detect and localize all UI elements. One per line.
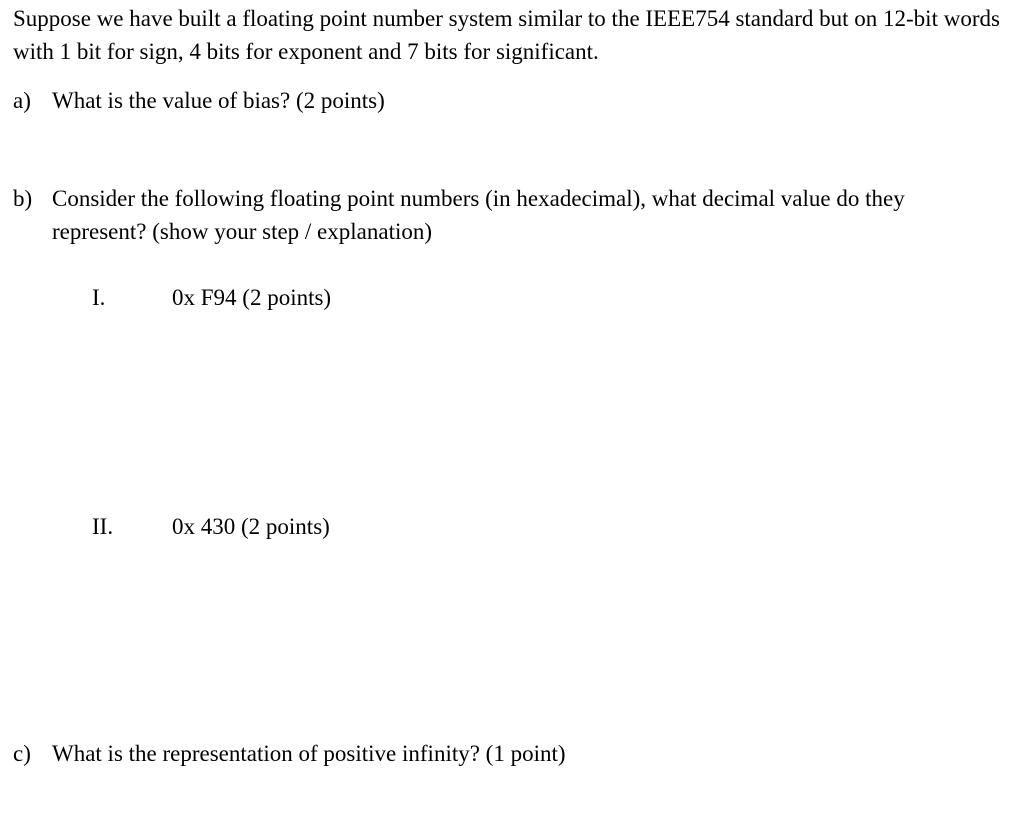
- item-1-text: 0x F94 (2 points): [172, 285, 332, 310]
- problem-intro: Suppose we have built a floating point number system similar to the IEEE754 standard but on 12-bit words with 1 bit for sign, 4 bits for exponent and 7 bits for significant.: [13, 6, 1000, 64]
- item-2-numeral: II.: [92, 514, 114, 539]
- question-a: [13, 84, 992, 117]
- question-b: [13, 182, 992, 248]
- question-c: [13, 737, 992, 770]
- question-b-text: Consider the following floating point numbers (in hexadecimal), what decimal value do they represent? (show your step / explanation): [52, 186, 905, 244]
- item-1-numeral: I.: [92, 285, 106, 310]
- question-b-letter: b): [13, 186, 33, 211]
- question-c-letter: c): [13, 741, 31, 766]
- question-a-letter: a): [13, 88, 31, 113]
- question-c-text: What is the representation of positive infinity? (1 point): [52, 741, 566, 766]
- item-2-text: 0x 430 (2 points): [172, 514, 330, 539]
- question-a-text: What is the value of bias? (2 points): [52, 88, 385, 113]
